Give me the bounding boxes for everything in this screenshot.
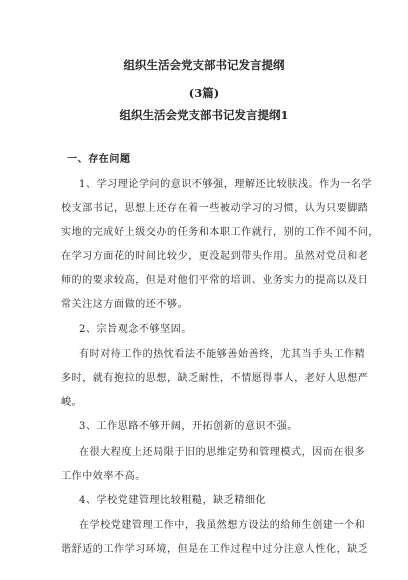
- paragraph-line: 工作中效率不高。: [61, 471, 146, 482]
- paragraph-line: 在学习方面花的时间比较少，更没起到带头作用。虽然对党员和老: [61, 251, 369, 262]
- document-count: (3篇): [188, 86, 220, 100]
- paragraph-line: 3、工作思路不够开阔，开拓创新的意识不强。: [79, 421, 298, 432]
- paragraph-line: 在学校党建管理工作中，我虽然想方设法的给师生创建一个和: [79, 520, 366, 531]
- paragraph-line: 师的的要求较高，但是对他们平常的培训、业务实力的提高以及日: [61, 275, 369, 286]
- paragraph-line: 1、学习理论学问的意识不够强，理解还比较肤浅。作为一名学: [79, 179, 373, 190]
- paragraph-line: 峻。: [61, 397, 83, 408]
- paragraph-line: 4、学校党建管理比较粗糙，缺乏精细化: [79, 495, 267, 506]
- paragraph-line: 实地的完成好上级交办的任务和本职工作就行，别的工作不闻不问，: [61, 227, 379, 238]
- document-title: 组织生活会党支部书记发言提纲: [123, 58, 285, 72]
- paragraph-line: 常关注这方面做的还不够。: [61, 299, 189, 310]
- paragraph-line: 有时对待工作的热忱看法不能够善始善终，尤其当手头工作精: [79, 349, 366, 360]
- paragraph-line: 校支部书记，思想上还存在着一些被动学习的习惯，认为只要脚踏: [61, 203, 369, 214]
- paragraph-line: 多时，就有抱拉的思想，缺乏耐性，不情愿得事人，老好人思想严: [61, 373, 369, 384]
- paragraph-line: 谐舒适的工作学习环境，但是在工作过程中过分注意人性化，缺乏: [61, 544, 369, 555]
- section-heading: 一、存在问题: [67, 154, 131, 165]
- paragraph-line: 2、宗旨观念不够坚固。: [79, 324, 192, 335]
- paragraph-line: 在很大程度上还局限于旧的思维定势和管理模式，因而在很多: [79, 447, 366, 458]
- document-subtitle: 组织生活会党支部书记发言提纲1: [119, 108, 289, 122]
